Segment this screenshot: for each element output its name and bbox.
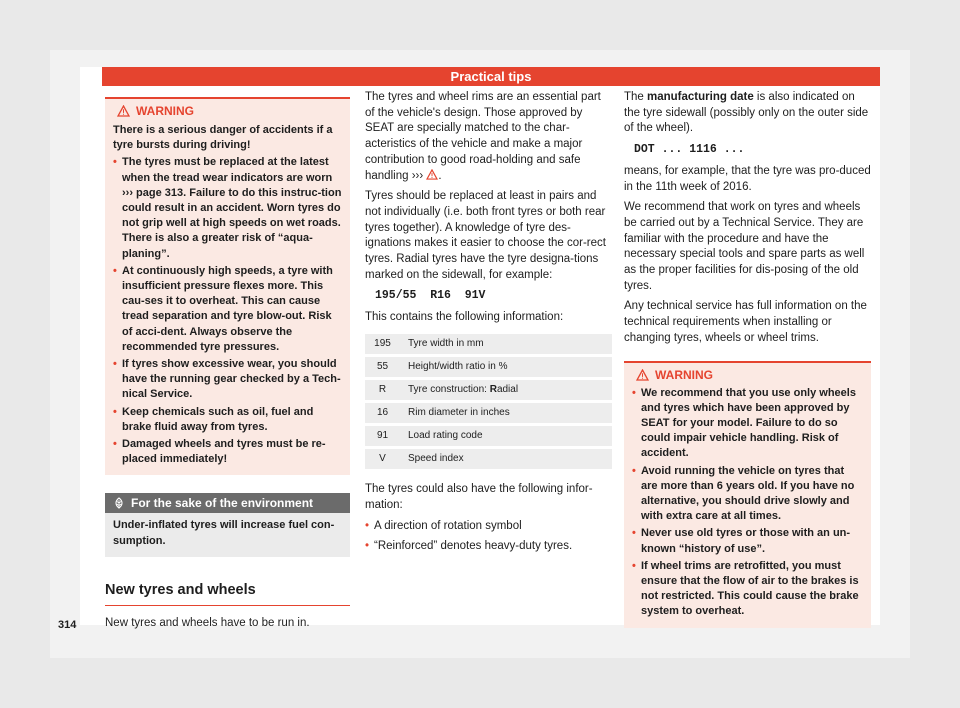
warning-item: • The tyres must be replaced at the latest when the tread wear indicators are worn ››› page 313. Failure to do this instruc-tion could result in an accident. Worn tyres do not grip well at high speeds on wet roads. There is also a greater risk of “aqua-planing”. (113, 155, 342, 261)
paragraph: This contains the following information: (365, 311, 564, 324)
environment-box (105, 493, 350, 556)
reference-link[interactable]: ››› (411, 169, 424, 182)
table-row: 55 Height/width ratio in % (365, 357, 612, 377)
warning-title: WARNING (655, 367, 713, 382)
page-header: Practical tips (102, 67, 880, 86)
environment-title: For the sake of the environment (131, 496, 314, 511)
paragraph: The tyres and wheel rims are an essential part of the vehicle's design. Those approved by SEAT are specially matched to the char-acteristics of the vehicle and make a major contribution to good road-holding and safe handling ››› . (365, 91, 601, 182)
warning-item: • Avoid running the vehicle on tyres that are more than 6 years old. If you have no alternative, you should drive slowly and with extra care at all times. (632, 464, 863, 525)
section-lead: New tyres and wheels have to be run in. (105, 616, 310, 629)
table-row: 91 Load rating code (365, 426, 612, 446)
info-list (365, 519, 612, 554)
warning-item: • If tyres show excessive wear, you should have the running gear checked by a Tech-nical Service. (113, 357, 342, 403)
warning-item: • Never use old tyres or those with an un-known “history of use”. (632, 526, 863, 556)
table-row: V Speed index (365, 449, 612, 469)
warning-triangle-icon (117, 105, 130, 117)
section-heading: New tyres and wheels (105, 583, 350, 606)
list-item: • “Reinforced” denotes heavy-duty tyres. (365, 539, 612, 555)
left-column (105, 97, 350, 631)
warning-intro: There is a serious danger of accidents if a tyre bursts during driving! (113, 124, 333, 152)
warning-triangle-icon (426, 169, 438, 180)
page-number: 314 (58, 619, 77, 631)
page-background (50, 50, 910, 658)
warning-item: • Damaged wheels and tyres must be re-placed immediately! (113, 437, 342, 467)
paragraph: We recommend that work on tyres and wheels be carried out by a Technical Service. They are familiar with the procedure and have the necessary special tools and spare parts as well as the proper facilities for dis-posing of the old tyres. (624, 201, 865, 292)
paragraph: The manufacturing date is also indicated on the tyre sidewall (possibly only on the outer side of the wheel). (624, 91, 869, 135)
warning-box (624, 361, 871, 628)
table-row: 195 Tyre width in mm (365, 334, 612, 354)
paragraph: means, for example, that the tyre was pro-duced in the 11th week of 2016. (624, 164, 871, 193)
tyre-code-example: 195/55 R16 91V (375, 289, 486, 303)
table-row: 16 Rim diameter in inches (365, 403, 612, 423)
middle-column (365, 90, 612, 559)
warning-title: WARNING (136, 104, 194, 118)
warning-item: • Keep chemicals such as oil, fuel and brake fluid away from tyres. (113, 405, 342, 435)
warning-item: • We recommend that you use only wheels and tyres which have been approved by SEAT for your model. Failure to do so could impair vehicle handling. Risk of accident. (632, 386, 863, 462)
manual-page (58, 67, 880, 631)
warning-item: • At continuously high speeds, a tyre with insufficient pressure flexes more. This cau-ses it to overheat. This can cause tread separation and tyre blow-out. Risk of acci-dent. Always observe the recommended tyre pressures. (113, 264, 342, 355)
leaf-icon (113, 497, 125, 509)
warning-box (105, 97, 350, 475)
paragraph: The tyres could also have the following infor-mation: (365, 482, 593, 511)
tyre-code-table (365, 331, 612, 472)
warning-triangle-icon (636, 369, 649, 381)
page-link[interactable]: ››› page 313 (122, 186, 184, 199)
warning-item: • If wheel trims are retrofitted, you must ensure that the flow of air to the brakes is not restricted. This could cause the brake system to overheat. (632, 559, 863, 620)
table-row: R Tyre construction: Radial (365, 380, 612, 400)
environment-text: Under-inflated tyres will increase fuel con-sumption. (105, 513, 350, 556)
paragraph: Any technical service has full information on the technical requirements when installing or changing tyres, wheels or wheel trims. (624, 300, 867, 344)
right-column (624, 90, 871, 628)
dot-code: DOT ... 1116 ... (634, 143, 745, 157)
paragraph: Tyres should be replaced at least in pairs and not individually (i.e. both front tyres or both rear tyres together). A knowledge of tyre des-ignations makes it easier to choose the cor-rect tyres. Radial tyres have the tyre designa-tions marked on the sidewall, for example: (365, 190, 606, 281)
list-item: • A direction of rotation symbol (365, 519, 612, 535)
